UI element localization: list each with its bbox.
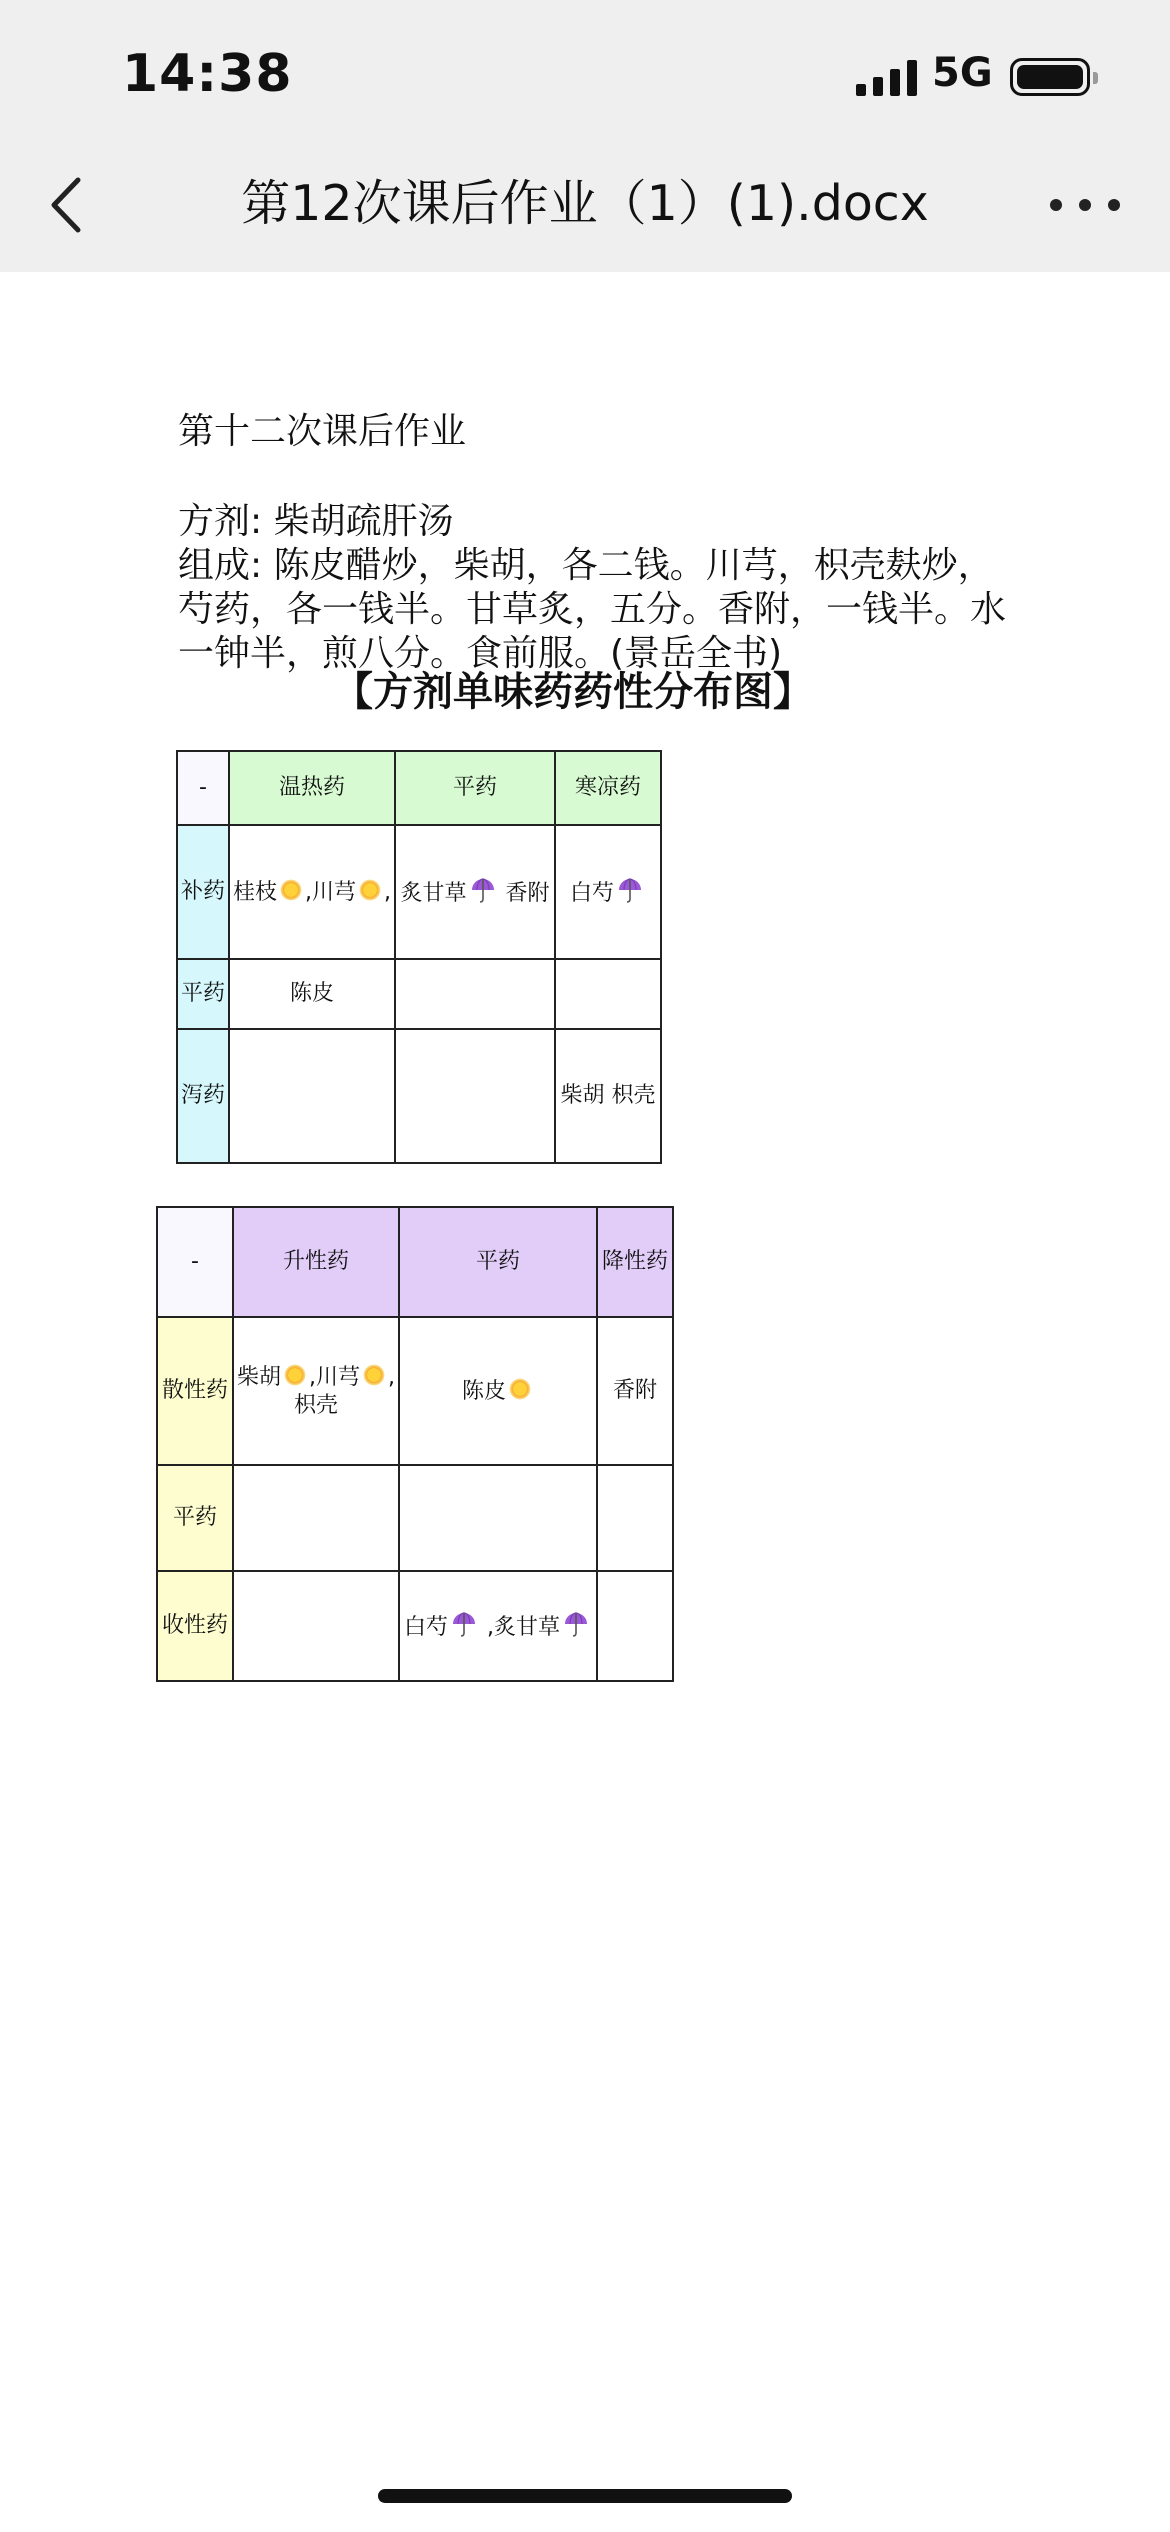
table-cell [233, 1571, 399, 1681]
table-cell [229, 959, 395, 1029]
row-header: 散性药 [157, 1317, 233, 1465]
document-body [178, 410, 1008, 715]
herb-text: ,炙甘草 [480, 1615, 560, 1640]
row-header: 平药 [177, 959, 229, 1029]
table-cell [555, 959, 661, 1029]
property-table-direction [156, 1206, 674, 1682]
umbrella-icon [562, 1610, 590, 1638]
column-header: 降性药 [597, 1207, 673, 1317]
table-cell [229, 1029, 395, 1163]
table-cell [233, 1465, 399, 1571]
sun-icon [279, 878, 303, 902]
column-header: 升性药 [233, 1207, 399, 1317]
table-cell [399, 1317, 597, 1465]
umbrella-icon [469, 876, 497, 904]
battery-icon [1010, 58, 1090, 96]
herb-text: 柴胡 [236, 1364, 281, 1390]
table-cell [399, 1571, 597, 1681]
table-cell [555, 825, 661, 959]
herb-text: 柴胡 枳壳 [560, 1083, 656, 1108]
herb-text: 炙甘草 [400, 881, 467, 906]
row-header: 平药 [157, 1465, 233, 1571]
table-cell [597, 1317, 673, 1465]
table-cell [395, 1029, 555, 1163]
chart-title: 【方剂单味药药性分布图】 [333, 669, 813, 715]
status-time: 14:38 [122, 44, 293, 104]
table-cell [399, 1465, 597, 1571]
herb-text: 白芍 [569, 881, 614, 906]
herb-text: 香附 [498, 881, 550, 906]
top-bar [0, 0, 1170, 272]
herb-text: , [388, 1364, 395, 1390]
column-header: 寒凉药 [555, 751, 661, 825]
home-indicator[interactable] [378, 2489, 792, 2503]
row-header: 收性药 [157, 1571, 233, 1681]
sun-icon [362, 1363, 386, 1387]
herb-text: 白芍 [403, 1615, 448, 1640]
table-cell [597, 1465, 673, 1571]
network-type: 5G [932, 50, 993, 96]
table-cell [229, 825, 395, 959]
table-cell [395, 825, 555, 959]
column-header: 平药 [395, 751, 555, 825]
table-corner: - [177, 751, 229, 825]
herb-text: ,川芎 [309, 1364, 360, 1390]
signal-icon [856, 60, 920, 96]
herb-text: 陈皮 [461, 1378, 506, 1404]
more-options-icon[interactable] [1050, 195, 1120, 215]
herb-text: 陈皮 [289, 981, 334, 1006]
table-corner: - [157, 1207, 233, 1317]
herb-text: ,川芎 [305, 879, 356, 905]
herb-text: 香附 [612, 1378, 657, 1403]
document-title: 第12次课后作业（1）(1).docx [241, 175, 929, 232]
column-header: 平药 [399, 1207, 597, 1317]
table-cell [233, 1317, 399, 1465]
property-table-temperature [176, 750, 662, 1164]
formula-composition: 组成: 陈皮醋炒，柴胡，各二钱。川芎，枳壳麸炒，芍药，各一钱半。甘草炙，五分。香附，一钱半。水一钟半，煎八分。食前服。(景岳全书) [178, 545, 1007, 674]
herb-text: , [384, 879, 391, 905]
formula-name: 方剂: 柴胡疏肝汤 [178, 501, 454, 542]
herb-text: 枳壳 [293, 1392, 338, 1418]
herb-text: 桂枝 [232, 879, 277, 905]
table-cell [395, 959, 555, 1029]
table-cell [555, 1029, 661, 1163]
back-button[interactable] [40, 170, 100, 240]
umbrella-icon [616, 876, 644, 904]
row-header: 泻药 [177, 1029, 229, 1163]
column-header: 温热药 [229, 751, 395, 825]
sun-icon [358, 878, 382, 902]
sun-icon [508, 1377, 532, 1401]
row-header: 补药 [177, 825, 229, 959]
doc-heading: 第十二次课后作业 [178, 411, 467, 452]
umbrella-icon [450, 1610, 478, 1638]
table-cell [597, 1571, 673, 1681]
sun-icon [283, 1363, 307, 1387]
